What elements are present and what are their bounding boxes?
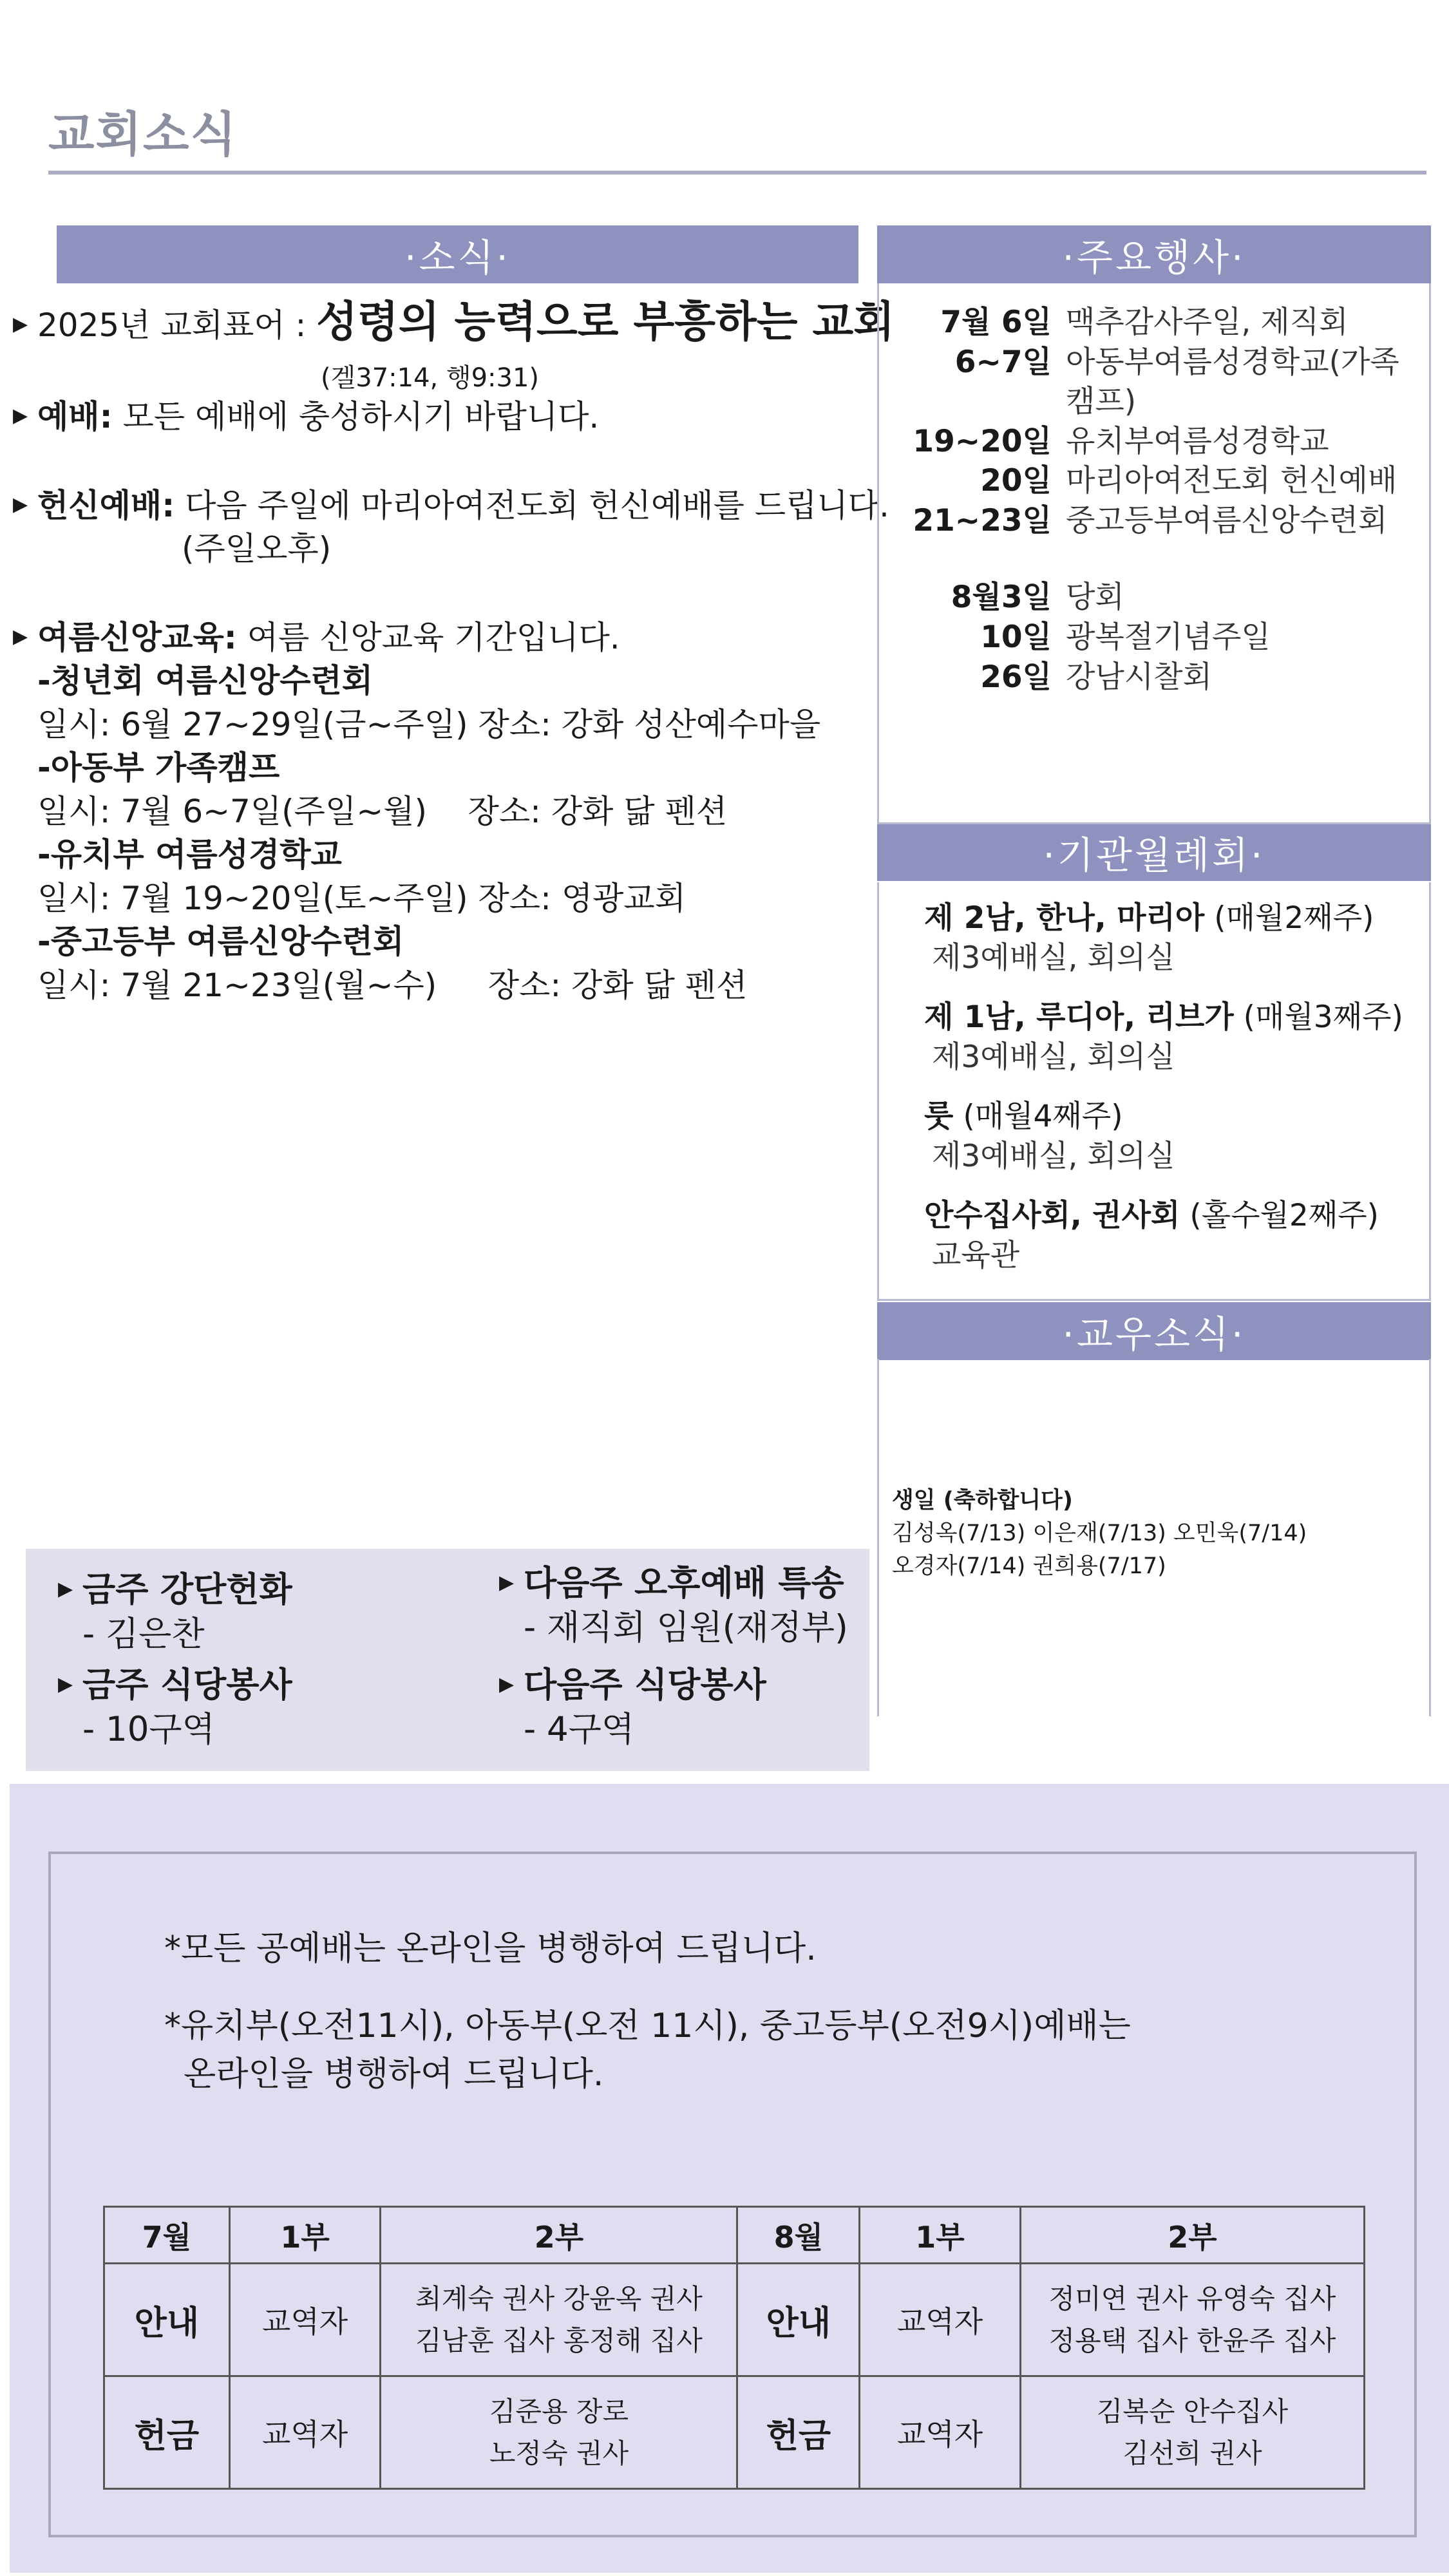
duty-cell: 교역자 bbox=[860, 2264, 1021, 2376]
meeting-name: 제 2남, 한나, 마리아 bbox=[924, 900, 1205, 936]
meeting-name: 룻 bbox=[924, 1099, 954, 1135]
birthday-list: 오경자(7/14) 권희용(7/17) bbox=[892, 1553, 1166, 1579]
next-special-label: ▶ 다음주 오후예배 특송 bbox=[499, 1564, 844, 1603]
meal-label: ▶ 금주 식당봉사 bbox=[58, 1665, 292, 1705]
duty-role: 헌금 bbox=[104, 2376, 230, 2489]
next-special-value: - 재직회 임원(재정부) bbox=[524, 1607, 848, 1647]
duty-role: 안내 bbox=[104, 2264, 230, 2376]
duty-table bbox=[103, 2206, 1365, 2490]
event-text: 강남시찰회 bbox=[1066, 659, 1213, 695]
news-header: ·소식· bbox=[57, 225, 858, 283]
dedication-line bbox=[13, 484, 889, 528]
program-title: -아동부 가족캠프 bbox=[37, 749, 280, 787]
duty-role: 헌금 bbox=[737, 2376, 860, 2489]
meeting-name: 안수집사회, 권사회 bbox=[924, 1198, 1180, 1234]
members-box bbox=[877, 1359, 1431, 1716]
event-text: 당회 bbox=[1066, 580, 1124, 616]
online-notice-2: *유치부(오전11시), 아동부(오전 11시), 중고등부(오전9시)예배는 bbox=[164, 2007, 1131, 2045]
next-meal-label: ▶ 다음주 식당봉사 bbox=[499, 1665, 766, 1705]
meeting-location: 제3예배실, 회의실 bbox=[932, 940, 1175, 976]
column-header: 7월 bbox=[104, 2207, 230, 2264]
birthday-title: 생일 (축하합니다) bbox=[892, 1488, 1073, 1513]
meeting-location: 제3예배실, 회의실 bbox=[932, 1039, 1175, 1075]
program-detail: 일시: 7월 21~23일(월~수) 장소: 강화 닮 펜션 bbox=[37, 966, 748, 1004]
event-date: 6~7일 bbox=[954, 344, 1052, 380]
table-row bbox=[104, 2264, 1365, 2376]
flowers-value: - 김은찬 bbox=[82, 1614, 205, 1654]
dedication-text: 다음 주일에 마리아여전도회 헌신예배를 드립니다. bbox=[175, 486, 889, 524]
event-text: 유치부여름성경학교 bbox=[1066, 423, 1329, 459]
event-row bbox=[879, 658, 1429, 697]
meeting-frequency: (홀수월2째주) bbox=[1180, 1198, 1379, 1234]
bullet-icon: ▶ bbox=[13, 493, 28, 516]
motto-reference: (겔37:14, 행9:31) bbox=[321, 363, 540, 393]
bullet-icon: ▶ bbox=[499, 1571, 515, 1594]
bullet-icon: ▶ bbox=[13, 404, 28, 428]
meeting-frequency: (매월3째주) bbox=[1233, 999, 1403, 1036]
event-row bbox=[879, 618, 1429, 658]
birthday-list: 김성옥(7/13) 이은재(7/13) 오민욱(7/14) bbox=[892, 1520, 1307, 1546]
meeting-group bbox=[924, 1196, 1429, 1276]
duty-role: 안내 bbox=[737, 2264, 860, 2376]
column-header: 2부 bbox=[381, 2207, 737, 2264]
events-header: ·주요행사· bbox=[877, 225, 1431, 283]
column-header: 1부 bbox=[229, 2207, 381, 2264]
edu-line bbox=[13, 616, 876, 660]
event-row bbox=[879, 382, 1429, 422]
program-detail: 일시: 6월 27~29일(금~주일) 장소: 강화 성산예수마을 bbox=[37, 705, 821, 743]
next-meal-value: - 4구역 bbox=[524, 1709, 635, 1749]
worship-text: 모든 예배에 충성하시기 바랍니다. bbox=[112, 398, 600, 436]
duty-cell: 김복순 안수집사 김선희 권사 bbox=[1020, 2376, 1364, 2489]
members-header: ·교우소식· bbox=[877, 1302, 1431, 1360]
events-box bbox=[877, 283, 1431, 824]
event-text: 광복절기념주일 bbox=[1066, 619, 1271, 655]
bullet-icon: ▶ bbox=[13, 313, 28, 336]
bullet-icon: ▶ bbox=[58, 1672, 73, 1696]
online-notice: *모든 공예배는 온라인을 병행하여 드립니다. bbox=[164, 1929, 817, 1968]
event-date: 21~23일 bbox=[913, 502, 1052, 538]
event-date: 7월 6일 bbox=[940, 305, 1052, 340]
online-notice-3: 온라인을 병행하여 드립니다. bbox=[184, 2055, 604, 2094]
column-header: 1부 bbox=[860, 2207, 1021, 2264]
event-text: 마리아여전도회 헌신예배 bbox=[1066, 463, 1397, 499]
event-row bbox=[879, 578, 1429, 618]
event-text: 아동부여름성경학교(가족 bbox=[1066, 344, 1399, 380]
church-motto: 성령의 능력으로 부흥하는 교회 bbox=[316, 297, 895, 346]
bullet-icon: ▶ bbox=[13, 625, 28, 648]
meal-value: - 10구역 bbox=[82, 1709, 215, 1749]
table-row bbox=[104, 2376, 1365, 2489]
monthly-header: ·기관월례회· bbox=[877, 823, 1431, 881]
duty-cell: 최계숙 권사 강윤옥 권사 김남훈 집사 홍정해 집사 bbox=[381, 2264, 737, 2376]
event-date: 26일 bbox=[980, 659, 1052, 695]
program-detail: 일시: 7월 6~7일(주일~월) 장소: 강화 닮 펜션 bbox=[37, 792, 728, 830]
dedication-sub: (주일오후) bbox=[182, 530, 332, 568]
monthly-box bbox=[877, 882, 1431, 1301]
program-title: -중고등부 여름신앙수련회 bbox=[37, 923, 404, 961]
dedication-label: 헌신예배: bbox=[37, 486, 175, 524]
event-row bbox=[879, 461, 1429, 501]
event-date bbox=[879, 382, 1066, 422]
motto-prefix: 2025년 교회표어 : bbox=[37, 307, 317, 344]
edu-label: 여름신앙교육: bbox=[37, 618, 237, 656]
column-header: 8월 bbox=[737, 2207, 860, 2264]
title-divider bbox=[48, 171, 1426, 175]
edu-text: 여름 신앙교육 기간입니다. bbox=[236, 618, 620, 656]
worship-label: 예배: bbox=[37, 398, 113, 436]
meeting-name: 제 1남, 루디아, 리브가 bbox=[924, 999, 1234, 1036]
event-date: 10일 bbox=[980, 619, 1052, 655]
meeting-group bbox=[924, 1097, 1429, 1177]
duty-cell: 김준용 장로 노정숙 권사 bbox=[381, 2376, 737, 2489]
event-row bbox=[879, 343, 1429, 383]
duty-cell: 교역자 bbox=[229, 2376, 381, 2489]
meeting-location: 교육관 bbox=[932, 1238, 1020, 1274]
bullet-icon: ▶ bbox=[499, 1672, 515, 1696]
event-date: 19~20일 bbox=[913, 423, 1052, 459]
event-text: 캠프) bbox=[1066, 384, 1137, 420]
event-row bbox=[879, 303, 1429, 343]
event-date: 20일 bbox=[980, 463, 1052, 499]
meeting-group bbox=[924, 998, 1429, 1077]
event-date: 8월3일 bbox=[951, 580, 1052, 616]
meeting-group bbox=[924, 898, 1429, 978]
event-text: 맥추감사주일, 제직회 bbox=[1066, 305, 1349, 340]
table-header-row bbox=[104, 2207, 1365, 2264]
motto-line bbox=[13, 293, 895, 350]
flowers-label: ▶ 금주 강단헌화 bbox=[58, 1570, 292, 1609]
service-box bbox=[26, 1549, 869, 1771]
worship-line bbox=[13, 395, 876, 439]
page-title: 교회소식 bbox=[48, 107, 238, 162]
news-section bbox=[13, 293, 895, 1007]
event-row bbox=[879, 422, 1429, 462]
duty-cell: 정미연 권사 유영숙 집사 정용택 집사 한윤주 집사 bbox=[1020, 2264, 1364, 2376]
duty-cell: 교역자 bbox=[860, 2376, 1021, 2489]
event-text: 중고등부여름신앙수련회 bbox=[1066, 502, 1388, 538]
program-title: -유치부 여름성경학교 bbox=[37, 836, 342, 874]
meeting-frequency: (매월2째주) bbox=[1204, 900, 1374, 936]
program-title: -청년회 여름신앙수련회 bbox=[37, 662, 374, 700]
event-row bbox=[879, 501, 1429, 541]
column-header: 2부 bbox=[1020, 2207, 1364, 2264]
meeting-frequency: (매월4째주) bbox=[953, 1099, 1123, 1135]
program-detail: 일시: 7월 19~20일(토~주일) 장소: 영광교회 bbox=[37, 879, 687, 917]
duty-cell: 교역자 bbox=[229, 2264, 381, 2376]
bullet-icon: ▶ bbox=[58, 1577, 73, 1600]
meeting-location: 제3예배실, 회의실 bbox=[932, 1139, 1175, 1175]
